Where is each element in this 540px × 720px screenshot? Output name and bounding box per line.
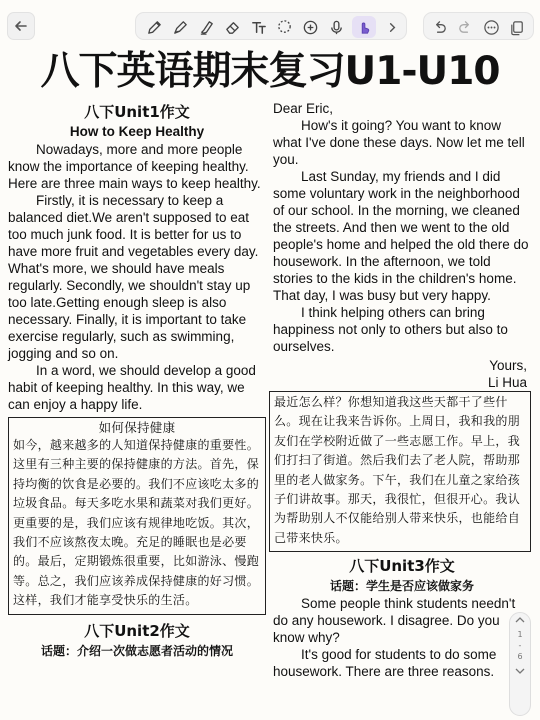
unit2-salutation: Dear Eric, [273, 101, 334, 116]
back-arrow-icon[interactable] [7, 12, 35, 40]
unit2-translation-box [269, 391, 531, 552]
unit2-paragraph-3: I think helping others can bring happiness not only to others but also to ourselves. [273, 305, 508, 354]
highlighter-icon[interactable] [194, 13, 218, 41]
unit2-signature: Li Hua [487, 375, 527, 390]
fountain-pen-icon[interactable] [168, 13, 192, 41]
unit1-subtitle: How to Keep Healthy [69, 124, 205, 139]
chevron-right-icon[interactable] [380, 13, 404, 41]
unit1-paragraph-1: Nowadays, more and more people know the importance of keeping healthy. Here are three main ways to keep healthy. [8, 142, 261, 191]
unit1-translation-text: 如今，越来越多的人知道保持健康的重要性。这里有三种主要的保持健康的方法。首先，保持均衡的饮食是必要的。我们不应该吃太多的垃圾食品。每天多吃水果和蔬菜对我们更好。更重要的是，我们应该有规律地吃饭。其次，我们不应该熬夜太晚。充足的睡眠也是必要的。最后，定期锻炼很重要，比如游泳、慢跑等。总之，我们应该养成保持健康的好习惯。这样，我们才能享受快乐的生活。 [13, 438, 260, 608]
unit1-heading: 八下Unit1作文 [84, 103, 190, 121]
unit3-heading: 八下Unit3作文 [349, 557, 455, 576]
unit2-subtitle: 话题：介绍一次做志愿者活动的情况 [40, 643, 233, 658]
page-actions-bar [423, 12, 534, 40]
total-page-number: 6 [517, 652, 523, 661]
more-icon[interactable] [479, 13, 503, 41]
page-title: 八下英语期末复习U1-U10 [40, 49, 500, 94]
unit2-paragraph-2: Last Sunday, my friends and I did some voluntary work in the neighborhood of our school. In the morning, we cleaned the streets. And then we went to the old people's home and helped the old there do housework. In the afternoon, we told stories to the kids in the children's home. That day, I was busy but very happy. [273, 169, 529, 303]
chevron-down-icon[interactable] [510, 666, 530, 680]
text-tool-icon[interactable] [246, 13, 270, 41]
unit2-paragraph-1: How's it going? You want to know what I've done these days. Now let me tell you. [273, 118, 525, 167]
unit1-translation-box [8, 417, 266, 615]
add-shape-icon[interactable] [298, 13, 322, 41]
microphone-icon[interactable] [324, 13, 348, 41]
pages-icon[interactable] [505, 13, 529, 41]
lasso-icon[interactable] [272, 13, 296, 41]
page-scroll-indicator[interactable] [509, 612, 531, 716]
unit2-translation-text: 最近怎么样？你想知道我这些天都干了些什么。现在让我来告诉你。上周日，我和我的朋友们在学校附近做了一些志愿工作。早上，我们打扫了街道。然后我们去了老人院，帮助那里的老人做家务。下午，我们在儿童之家给孩子们讲故事。那天，我很忙，但很开心。我认为帮助别人不仅能给别人带来快乐，也能给自己带来快乐。 [274, 395, 521, 545]
top-toolbar [0, 0, 540, 46]
eraser-icon[interactable] [220, 13, 244, 41]
unit3-paragraph-1: Some people think students needn't do any housework. I disagree. Do you know why? [273, 596, 516, 646]
unit1-paragraph-3: In a word, we should develop a good habit of keeping healthy. In this way, we can enjoy a happy life. [8, 363, 256, 412]
unit3-paragraph-2: It's good for students to do some housework. There are three reasons. [273, 647, 497, 680]
unit3-subtitle: 话题：学生是否应该做家务 [329, 579, 474, 594]
unit1-translation-title: 如何保持健康 [98, 420, 176, 435]
unit1-paragraph-2: Firstly, it is necessary to keep a balanced diet.We aren't supposed to eat too much junk food. It is better for us to have more fruit and vegetables every day. What's more, we should have meals regularly. Secondly, we shouldn't stay up too late.Getting enough sleep is also necessary. Finally, it is important to take exercise regularly, such as swimming, jogging and so on. [8, 193, 259, 361]
unit2-closing: Yours, [489, 358, 527, 373]
redo-icon[interactable] [453, 13, 477, 41]
current-page-number: 1 [517, 630, 523, 639]
left-column [8, 102, 266, 660]
unit2-heading: 八下Unit2作文 [84, 621, 190, 640]
drawing-tools-bar [135, 12, 407, 40]
finger-touch-icon[interactable] [352, 13, 376, 41]
right-column [273, 100, 531, 680]
pen-icon[interactable] [142, 13, 166, 41]
chevron-up-icon[interactable] [510, 615, 530, 629]
page-separator: - [518, 641, 522, 650]
undo-icon[interactable] [427, 13, 451, 41]
